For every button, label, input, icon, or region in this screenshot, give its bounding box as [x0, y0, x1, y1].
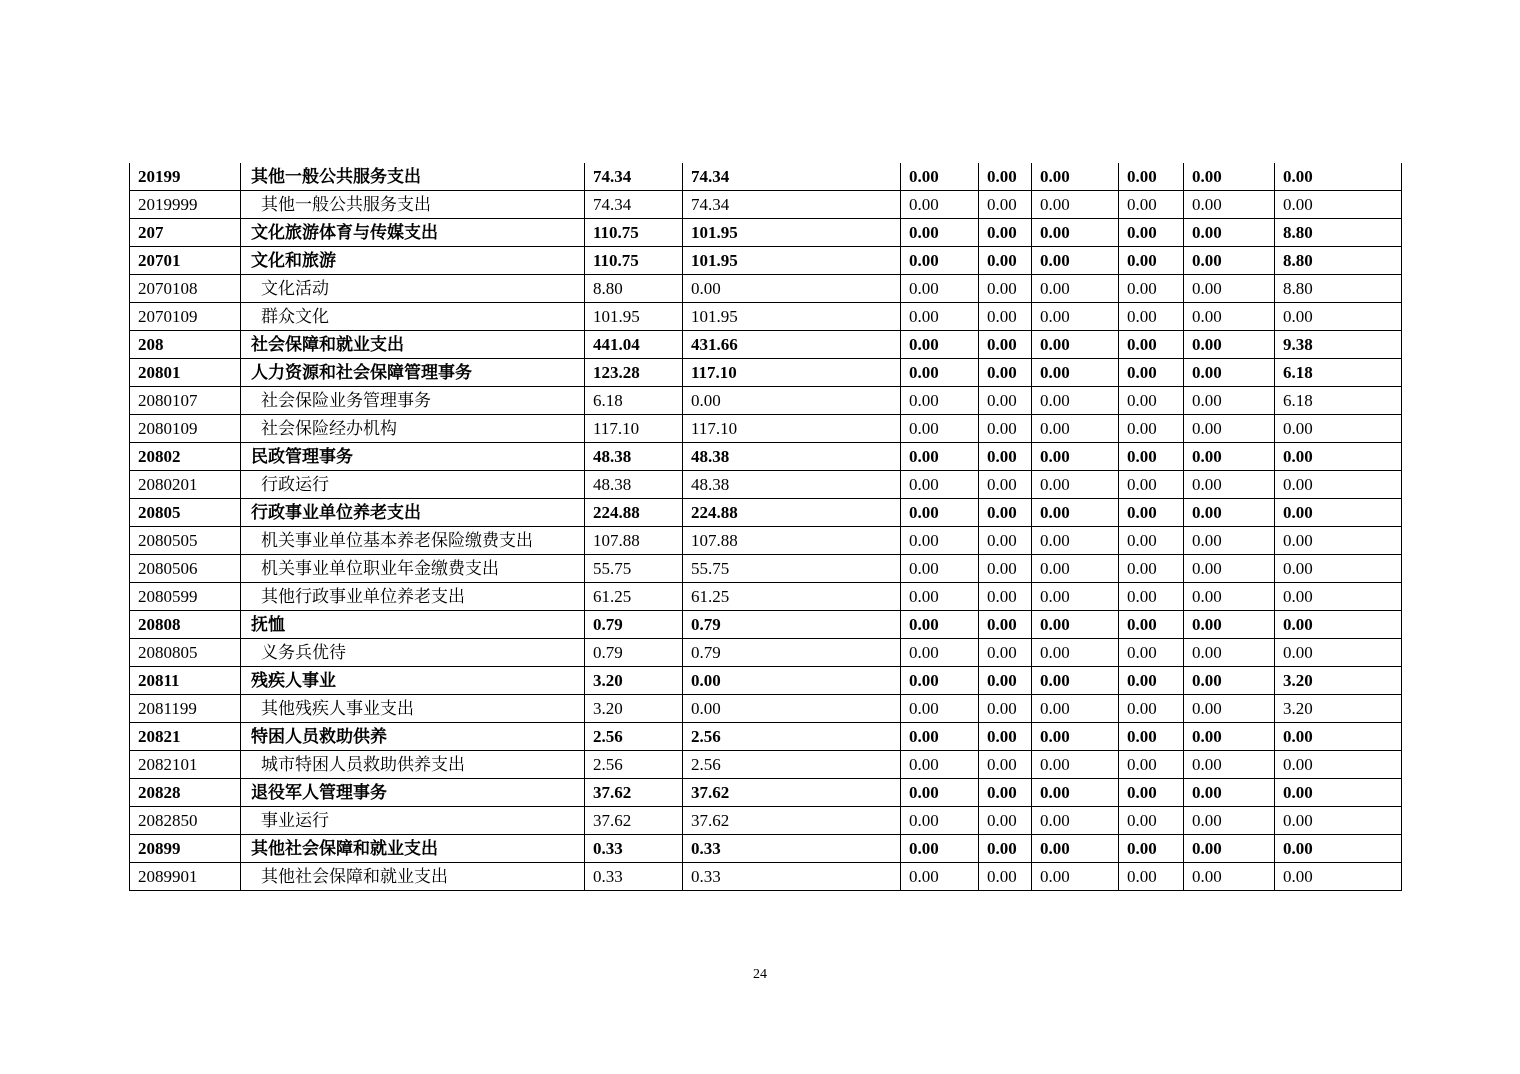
cell: 0.00 [1119, 639, 1184, 667]
total-cell: 110.75 [585, 247, 683, 275]
total-cell: 55.75 [585, 555, 683, 583]
cell: 0.00 [1119, 835, 1184, 863]
basic-cell: 431.66 [683, 331, 901, 359]
cell: 0.00 [1184, 667, 1275, 695]
cell: 0.00 [1032, 247, 1119, 275]
cell: 0.00 [1032, 639, 1119, 667]
name-cell: 其他行政事业单位养老支出 [241, 583, 585, 611]
table-row [130, 303, 1402, 331]
cell: 0.00 [1032, 779, 1119, 807]
code-cell: 20828 [130, 779, 241, 807]
code-cell: 2082101 [130, 751, 241, 779]
cell: 0.00 [979, 863, 1032, 891]
cell: 0.00 [1032, 191, 1119, 219]
cell: 0.00 [1032, 415, 1119, 443]
cell: 0.00 [1184, 275, 1275, 303]
cell: 0.00 [1032, 751, 1119, 779]
cell: 0.00 [979, 639, 1032, 667]
cell: 0.00 [979, 555, 1032, 583]
table-row [130, 331, 1402, 359]
cell: 0.00 [979, 415, 1032, 443]
total-cell: 37.62 [585, 779, 683, 807]
name-cell: 群众文化 [241, 303, 585, 331]
other-cell: 0.00 [1275, 751, 1402, 779]
table-row [130, 611, 1402, 639]
code-cell: 20199 [130, 163, 241, 191]
cell: 0.00 [979, 583, 1032, 611]
name-cell: 行政事业单位养老支出 [241, 499, 585, 527]
cell: 0.00 [1032, 695, 1119, 723]
cell: 0.00 [1184, 247, 1275, 275]
cell: 0.00 [1119, 331, 1184, 359]
page-number: 24 [753, 967, 767, 982]
cell: 0.00 [1119, 555, 1184, 583]
other-cell: 8.80 [1275, 247, 1402, 275]
table-row [130, 247, 1402, 275]
cell: 0.00 [1032, 611, 1119, 639]
cell: 0.00 [979, 695, 1032, 723]
cell: 0.00 [1184, 555, 1275, 583]
code-cell: 207 [130, 219, 241, 247]
basic-cell: 0.00 [683, 275, 901, 303]
table-row [130, 415, 1402, 443]
name-cell: 退役军人管理事务 [241, 779, 585, 807]
table-row [130, 499, 1402, 527]
cell: 0.00 [979, 779, 1032, 807]
cell: 0.00 [1032, 527, 1119, 555]
code-cell: 2070108 [130, 275, 241, 303]
cell: 0.00 [1184, 191, 1275, 219]
other-cell: 0.00 [1275, 163, 1402, 191]
cell: 0.00 [1032, 163, 1119, 191]
cell: 0.00 [901, 415, 979, 443]
cell: 0.00 [1119, 751, 1184, 779]
other-cell: 0.00 [1275, 499, 1402, 527]
cell: 0.00 [1032, 583, 1119, 611]
name-cell: 社会保障和就业支出 [241, 331, 585, 359]
cell: 0.00 [1119, 359, 1184, 387]
cell: 0.00 [1032, 471, 1119, 499]
cell: 0.00 [1032, 835, 1119, 863]
cell: 0.00 [1184, 723, 1275, 751]
cell: 0.00 [1032, 667, 1119, 695]
cell: 0.00 [901, 387, 979, 415]
cell: 0.00 [901, 779, 979, 807]
table-row [130, 583, 1402, 611]
cell: 0.00 [1119, 695, 1184, 723]
cell: 0.00 [1119, 247, 1184, 275]
name-cell: 行政运行 [241, 471, 585, 499]
name-cell: 机关事业单位基本养老保险缴费支出 [241, 527, 585, 555]
cell: 0.00 [979, 191, 1032, 219]
basic-cell: 107.88 [683, 527, 901, 555]
total-cell: 224.88 [585, 499, 683, 527]
table-row [130, 695, 1402, 723]
code-cell: 20821 [130, 723, 241, 751]
cell: 0.00 [979, 611, 1032, 639]
total-cell: 107.88 [585, 527, 683, 555]
basic-cell: 74.34 [683, 163, 901, 191]
other-cell: 0.00 [1275, 639, 1402, 667]
cell: 0.00 [1119, 667, 1184, 695]
basic-cell: 101.95 [683, 219, 901, 247]
code-cell: 2089901 [130, 863, 241, 891]
total-cell: 0.79 [585, 611, 683, 639]
code-cell: 20808 [130, 611, 241, 639]
total-cell: 3.20 [585, 667, 683, 695]
total-cell: 8.80 [585, 275, 683, 303]
cell: 0.00 [1119, 611, 1184, 639]
total-cell: 0.33 [585, 835, 683, 863]
cell: 0.00 [1184, 583, 1275, 611]
basic-cell: 2.56 [683, 723, 901, 751]
code-cell: 2080109 [130, 415, 241, 443]
name-cell: 抚恤 [241, 611, 585, 639]
cell: 0.00 [1032, 387, 1119, 415]
other-cell: 3.20 [1275, 695, 1402, 723]
table-row [130, 219, 1402, 247]
code-cell: 2080505 [130, 527, 241, 555]
cell: 0.00 [1184, 863, 1275, 891]
cell: 0.00 [1119, 471, 1184, 499]
name-cell: 事业运行 [241, 807, 585, 835]
basic-cell: 0.33 [683, 835, 901, 863]
cell: 0.00 [1184, 219, 1275, 247]
total-cell: 37.62 [585, 807, 683, 835]
cell: 0.00 [1032, 443, 1119, 471]
cell: 0.00 [1184, 415, 1275, 443]
cell: 0.00 [979, 443, 1032, 471]
cell: 0.00 [1184, 639, 1275, 667]
cell: 0.00 [1119, 219, 1184, 247]
cell: 0.00 [901, 163, 979, 191]
cell: 0.00 [979, 331, 1032, 359]
name-cell: 其他社会保障和就业支出 [241, 835, 585, 863]
name-cell: 残疾人事业 [241, 667, 585, 695]
cell: 0.00 [901, 303, 979, 331]
table-row [130, 527, 1402, 555]
code-cell: 2080599 [130, 583, 241, 611]
basic-cell: 0.79 [683, 639, 901, 667]
other-cell: 6.18 [1275, 387, 1402, 415]
other-cell: 0.00 [1275, 835, 1402, 863]
code-cell: 2070109 [130, 303, 241, 331]
cell: 0.00 [901, 219, 979, 247]
cell: 0.00 [901, 555, 979, 583]
total-cell: 6.18 [585, 387, 683, 415]
code-cell: 20802 [130, 443, 241, 471]
code-cell: 2080805 [130, 639, 241, 667]
table-row [130, 723, 1402, 751]
cell: 0.00 [979, 751, 1032, 779]
other-cell: 3.20 [1275, 667, 1402, 695]
other-cell: 0.00 [1275, 191, 1402, 219]
other-cell: 0.00 [1275, 583, 1402, 611]
cell: 0.00 [901, 443, 979, 471]
cell: 0.00 [901, 191, 979, 219]
total-cell: 110.75 [585, 219, 683, 247]
table-row [130, 163, 1402, 191]
table-row [130, 443, 1402, 471]
cell: 0.00 [1184, 751, 1275, 779]
cell: 0.00 [1184, 443, 1275, 471]
cell: 0.00 [1184, 527, 1275, 555]
cell: 0.00 [1032, 331, 1119, 359]
other-cell: 0.00 [1275, 611, 1402, 639]
cell: 0.00 [979, 527, 1032, 555]
total-cell: 48.38 [585, 471, 683, 499]
code-cell: 2080107 [130, 387, 241, 415]
total-cell: 123.28 [585, 359, 683, 387]
code-cell: 20801 [130, 359, 241, 387]
name-cell: 其他一般公共服务支出 [241, 191, 585, 219]
cell: 0.00 [1032, 303, 1119, 331]
basic-cell: 0.00 [683, 387, 901, 415]
cell: 0.00 [1184, 835, 1275, 863]
other-cell: 0.00 [1275, 779, 1402, 807]
name-cell: 文化旅游体育与传媒支出 [241, 219, 585, 247]
name-cell: 其他残疾人事业支出 [241, 695, 585, 723]
basic-cell: 37.62 [683, 779, 901, 807]
cell: 0.00 [979, 835, 1032, 863]
cell: 0.00 [901, 807, 979, 835]
basic-cell: 101.95 [683, 303, 901, 331]
code-cell: 20805 [130, 499, 241, 527]
cell: 0.00 [901, 639, 979, 667]
basic-cell: 0.00 [683, 667, 901, 695]
cell: 0.00 [1032, 499, 1119, 527]
cell: 0.00 [901, 583, 979, 611]
cell: 0.00 [901, 835, 979, 863]
code-cell: 2080506 [130, 555, 241, 583]
total-cell: 117.10 [585, 415, 683, 443]
cell: 0.00 [1184, 611, 1275, 639]
basic-cell: 224.88 [683, 499, 901, 527]
cell: 0.00 [901, 359, 979, 387]
total-cell: 74.34 [585, 163, 683, 191]
cell: 0.00 [979, 219, 1032, 247]
cell: 0.00 [1184, 807, 1275, 835]
basic-cell: 48.38 [683, 471, 901, 499]
basic-cell: 0.79 [683, 611, 901, 639]
basic-cell: 48.38 [683, 443, 901, 471]
cell: 0.00 [901, 499, 979, 527]
table-row [130, 667, 1402, 695]
cell: 0.00 [901, 275, 979, 303]
cell: 0.00 [1032, 219, 1119, 247]
cell: 0.00 [1184, 359, 1275, 387]
other-cell: 9.38 [1275, 331, 1402, 359]
name-cell: 其他社会保障和就业支出 [241, 863, 585, 891]
code-cell: 2019999 [130, 191, 241, 219]
name-cell: 社会保险业务管理事务 [241, 387, 585, 415]
total-cell: 441.04 [585, 331, 683, 359]
basic-cell: 0.00 [683, 695, 901, 723]
cell: 0.00 [1119, 275, 1184, 303]
cell: 0.00 [979, 667, 1032, 695]
table-row [130, 471, 1402, 499]
cell: 0.00 [1119, 499, 1184, 527]
other-cell: 0.00 [1275, 415, 1402, 443]
code-cell: 208 [130, 331, 241, 359]
cell: 0.00 [1184, 695, 1275, 723]
table-body [130, 163, 1402, 891]
cell: 0.00 [1119, 191, 1184, 219]
cell: 0.00 [1119, 303, 1184, 331]
basic-cell: 37.62 [683, 807, 901, 835]
table-row [130, 359, 1402, 387]
cell: 0.00 [979, 247, 1032, 275]
table-row [130, 555, 1402, 583]
cell: 0.00 [979, 499, 1032, 527]
table-row [130, 779, 1402, 807]
cell: 0.00 [1184, 779, 1275, 807]
table-row [130, 863, 1402, 891]
cell: 0.00 [979, 303, 1032, 331]
total-cell: 0.33 [585, 863, 683, 891]
basic-cell: 0.33 [683, 863, 901, 891]
cell: 0.00 [1119, 443, 1184, 471]
other-cell: 0.00 [1275, 443, 1402, 471]
name-cell: 其他一般公共服务支出 [241, 163, 585, 191]
cell: 0.00 [901, 527, 979, 555]
name-cell: 社会保险经办机构 [241, 415, 585, 443]
code-cell: 2082850 [130, 807, 241, 835]
table-row [130, 807, 1402, 835]
cell: 0.00 [901, 471, 979, 499]
cell: 0.00 [1032, 275, 1119, 303]
code-cell: 2081199 [130, 695, 241, 723]
cell: 0.00 [1184, 387, 1275, 415]
table-row [130, 751, 1402, 779]
cell: 0.00 [1119, 387, 1184, 415]
other-cell: 0.00 [1275, 303, 1402, 331]
cell: 0.00 [979, 471, 1032, 499]
other-cell: 6.18 [1275, 359, 1402, 387]
basic-cell: 74.34 [683, 191, 901, 219]
cell: 0.00 [979, 807, 1032, 835]
budget-table [129, 163, 1402, 891]
total-cell: 101.95 [585, 303, 683, 331]
name-cell: 文化活动 [241, 275, 585, 303]
cell: 0.00 [1119, 415, 1184, 443]
total-cell: 48.38 [585, 443, 683, 471]
other-cell: 0.00 [1275, 863, 1402, 891]
cell: 0.00 [979, 387, 1032, 415]
code-cell: 20899 [130, 835, 241, 863]
code-cell: 20701 [130, 247, 241, 275]
cell: 0.00 [1119, 779, 1184, 807]
name-cell: 城市特困人员救助供养支出 [241, 751, 585, 779]
cell: 0.00 [901, 667, 979, 695]
other-cell: 0.00 [1275, 555, 1402, 583]
name-cell: 机关事业单位职业年金缴费支出 [241, 555, 585, 583]
cell: 0.00 [1119, 723, 1184, 751]
cell: 0.00 [901, 723, 979, 751]
cell: 0.00 [1184, 331, 1275, 359]
cell: 0.00 [1032, 807, 1119, 835]
table-row [130, 639, 1402, 667]
total-cell: 2.56 [585, 751, 683, 779]
cell: 0.00 [901, 695, 979, 723]
cell: 0.00 [1184, 471, 1275, 499]
cell: 0.00 [901, 751, 979, 779]
cell: 0.00 [1032, 863, 1119, 891]
cell: 0.00 [1032, 723, 1119, 751]
table-row [130, 387, 1402, 415]
total-cell: 61.25 [585, 583, 683, 611]
code-cell: 20811 [130, 667, 241, 695]
total-cell: 2.56 [585, 723, 683, 751]
basic-cell: 101.95 [683, 247, 901, 275]
name-cell: 文化和旅游 [241, 247, 585, 275]
basic-cell: 117.10 [683, 415, 901, 443]
cell: 0.00 [979, 723, 1032, 751]
name-cell: 特困人员救助供养 [241, 723, 585, 751]
cell: 0.00 [1184, 163, 1275, 191]
basic-cell: 2.56 [683, 751, 901, 779]
cell: 0.00 [901, 247, 979, 275]
cell: 0.00 [1119, 163, 1184, 191]
basic-cell: 61.25 [683, 583, 901, 611]
other-cell: 0.00 [1275, 527, 1402, 555]
total-cell: 3.20 [585, 695, 683, 723]
cell: 0.00 [979, 163, 1032, 191]
cell: 0.00 [1119, 527, 1184, 555]
cell: 0.00 [901, 331, 979, 359]
cell: 0.00 [979, 275, 1032, 303]
other-cell: 0.00 [1275, 807, 1402, 835]
name-cell: 人力资源和社会保障管理事务 [241, 359, 585, 387]
code-cell: 2080201 [130, 471, 241, 499]
name-cell: 民政管理事务 [241, 443, 585, 471]
table-row [130, 191, 1402, 219]
cell: 0.00 [1119, 583, 1184, 611]
other-cell: 8.80 [1275, 275, 1402, 303]
cell: 0.00 [901, 611, 979, 639]
basic-cell: 117.10 [683, 359, 901, 387]
other-cell: 0.00 [1275, 723, 1402, 751]
cell: 0.00 [1032, 359, 1119, 387]
total-cell: 74.34 [585, 191, 683, 219]
table-row [130, 275, 1402, 303]
total-cell: 0.79 [585, 639, 683, 667]
cell: 0.00 [901, 863, 979, 891]
other-cell: 0.00 [1275, 471, 1402, 499]
cell: 0.00 [1119, 807, 1184, 835]
cell: 0.00 [1119, 863, 1184, 891]
basic-cell: 55.75 [683, 555, 901, 583]
cell: 0.00 [1184, 303, 1275, 331]
other-cell: 8.80 [1275, 219, 1402, 247]
cell: 0.00 [979, 359, 1032, 387]
table-row [130, 835, 1402, 863]
name-cell: 义务兵优待 [241, 639, 585, 667]
cell: 0.00 [1184, 499, 1275, 527]
cell: 0.00 [1032, 555, 1119, 583]
